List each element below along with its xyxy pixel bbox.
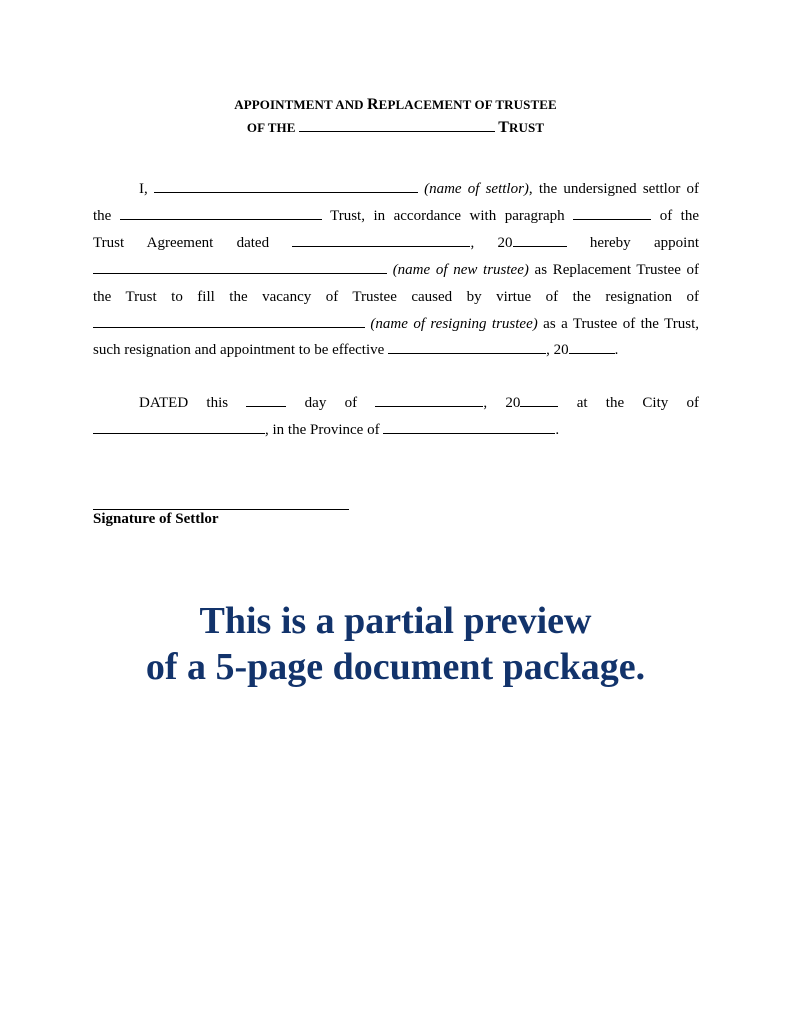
resigning-trustee-note: (name of resigning trustee)	[370, 315, 538, 332]
resigning-trustee-blank	[93, 312, 365, 328]
preview-notice-line1: This is a partial preview	[199, 600, 592, 642]
para1-line4: (name of new trustee) as Replacement Trustee of	[93, 257, 699, 284]
agreement-date-blank	[292, 231, 470, 247]
para1-line2: the Trust, in accordance with paragraph of the	[93, 203, 699, 230]
preview-notice-line2: of a 5-page document package.	[145, 646, 646, 688]
document-title-line1	[0, 94, 791, 116]
paragraph-number-blank	[573, 204, 651, 220]
dated-paragraph	[93, 390, 699, 444]
title2-prefix: OF THE	[246, 120, 296, 135]
settlor-note: (name of settlor)	[424, 181, 529, 197]
para1-line6: (name of resigning trustee) as a Trustee of the Trust,	[93, 311, 699, 338]
title2-t: T	[498, 119, 510, 136]
para1-line7: such resignation and appointment to be effective , 20 .	[93, 337, 699, 364]
city-blank	[93, 418, 265, 434]
settlor-name-blank	[154, 177, 418, 193]
title-r: R	[367, 96, 379, 113]
year-blank	[520, 391, 558, 407]
title-prefix: APPOINTMENT AND	[234, 97, 368, 112]
trust-blank	[120, 204, 322, 220]
province-blank	[383, 418, 555, 434]
appointment-paragraph	[93, 176, 699, 364]
month-blank	[375, 391, 483, 407]
trust-name-blank	[299, 116, 495, 132]
agreement-year-blank	[513, 231, 567, 247]
signature-label: Signature of Settlor	[93, 511, 219, 527]
effective-date-blank	[388, 338, 546, 354]
document-title-line2	[0, 116, 791, 139]
title-rest: EPLACEMENT OF TRUSTEE	[378, 97, 557, 112]
day-blank	[246, 391, 286, 407]
para2-line1: DATED this day of , 20 at the City of	[93, 390, 699, 417]
para1-line3: Trust Agreement dated , 20 hereby appoint	[93, 230, 699, 257]
para2-line2: , in the Province of .	[93, 417, 699, 444]
new-trustee-blank	[93, 258, 387, 274]
effective-year-blank	[569, 338, 615, 354]
new-trustee-note: (name of new trustee)	[392, 261, 529, 278]
para1-line1: I, (name of settlor), the undersigned settlor of	[93, 176, 699, 203]
signature-line	[93, 509, 349, 510]
title2-rest: RUST	[509, 120, 545, 135]
para1-line5: the Trust to fill the vacancy of Trustee caused by virtue of the resignation of	[93, 288, 699, 305]
